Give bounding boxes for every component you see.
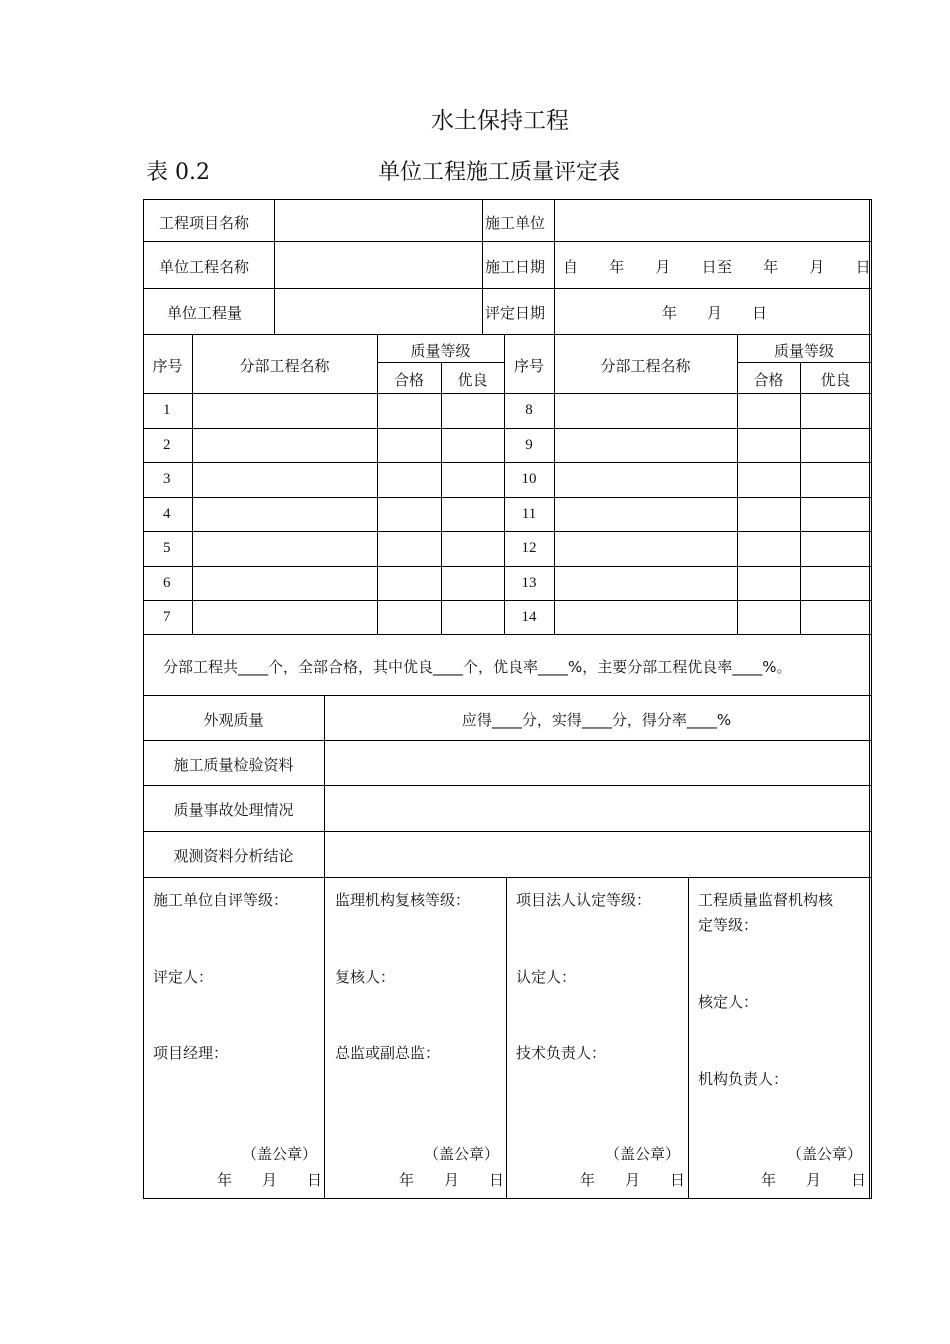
observation-conclusion-label: 观测资料分析结论	[173, 847, 294, 865]
signoff-date: 年 月 日	[399, 1171, 505, 1189]
project-name-label: 工程项目名称	[159, 214, 250, 232]
agency-head-label: 机构负责人：	[698, 1070, 789, 1088]
eval-date-value: 年 月 日	[662, 304, 768, 322]
self-eval-grade-label: 施工单位自评等级：	[153, 891, 289, 909]
accident-handling-label: 质量事故处理情况	[173, 801, 294, 819]
row-number: 11	[521, 506, 537, 522]
approver-label: 认定人：	[516, 968, 577, 986]
evaluator-label: 评定人：	[153, 968, 214, 986]
summary-statement: 分部工程共____个，全部合格，其中优良____个，优良率____%，主要分部工程优良率____%。	[163, 658, 792, 676]
row-number: 10	[521, 471, 537, 487]
construction-date-label: 施工日期	[485, 258, 546, 276]
owner-approval-grade-label: 项目法人认定等级：	[516, 891, 652, 909]
pass-header-right: 合格	[753, 371, 784, 389]
excellent-header-left: 优良	[457, 371, 488, 389]
row-number: 12	[521, 540, 537, 556]
row-number: 3	[163, 471, 171, 487]
table-number: 表 0.2	[146, 160, 210, 185]
row-number: 9	[525, 437, 533, 453]
row-number: 7	[163, 609, 171, 625]
row-number: 4	[163, 506, 171, 522]
supervisor-review-grade-label: 监理机构复核等级：	[335, 891, 471, 909]
pass-header-left: 合格	[393, 371, 424, 389]
seal-note: （盖公章）	[787, 1145, 863, 1163]
row-number: 13	[521, 575, 537, 591]
unit-quantity-label: 单位工程量	[167, 304, 243, 322]
grade-header-left: 质量等级	[410, 342, 471, 360]
row-number: 1	[163, 402, 171, 418]
seq-header-right: 序号	[513, 357, 544, 375]
chief-supervisor-label: 总监或副总监：	[335, 1044, 441, 1062]
seq-header-left: 序号	[152, 357, 183, 375]
row-number: 5	[163, 540, 171, 556]
seal-note: （盖公章）	[242, 1145, 318, 1163]
name-header-left: 分部工程名称	[239, 357, 330, 375]
unit-name-label: 单位工程名称	[159, 258, 250, 276]
excellent-header-right: 优良	[820, 371, 851, 389]
contractor-label: 施工单位	[485, 214, 546, 232]
form-title: 单位工程施工质量评定表	[378, 160, 621, 185]
signoff-date: 年 月 日	[217, 1171, 323, 1189]
row-number: 14	[521, 609, 537, 625]
eval-date-label: 评定日期	[485, 304, 546, 322]
appearance-quality-label: 外观质量	[203, 711, 264, 729]
verifier-label: 核定人：	[698, 993, 759, 1011]
row-number: 2	[163, 437, 171, 453]
project-manager-label: 项目经理：	[153, 1044, 229, 1062]
signoff-date: 年 月 日	[580, 1171, 686, 1189]
seal-note: （盖公章）	[424, 1145, 500, 1163]
inspection-records-label: 施工质量检验资料	[173, 756, 294, 774]
supervision-agency-grade-label: 工程质量监督机构核	[698, 891, 834, 909]
seal-note: （盖公章）	[605, 1145, 681, 1163]
supervision-agency-grade-label-cont: 定等级：	[698, 916, 759, 934]
technical-lead-label: 技术负责人：	[516, 1044, 607, 1062]
document-heading: 水土保持工程	[431, 108, 569, 134]
row-number: 8	[525, 402, 533, 418]
name-header-right: 分部工程名称	[600, 357, 691, 375]
grade-header-right: 质量等级	[773, 342, 834, 360]
row-number: 6	[163, 575, 171, 591]
appearance-quality-value: 应得____分，实得____分，得分率____%	[461, 711, 732, 729]
reviewer-label: 复核人：	[335, 968, 396, 986]
construction-date-value: 自 年 月 日至 年 月 日	[563, 258, 872, 276]
signoff-date: 年 月 日	[761, 1171, 867, 1189]
